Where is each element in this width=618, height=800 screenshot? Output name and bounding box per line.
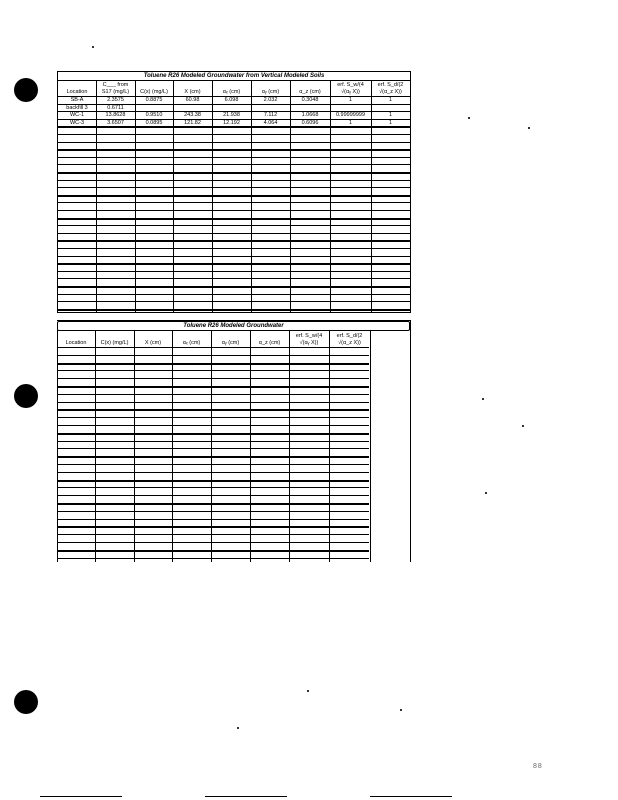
row-divider (57, 370, 369, 371)
table-cell: 121.82 (184, 119, 201, 126)
row-divider (57, 558, 369, 559)
table-cell: 2.032 (263, 97, 278, 103)
row-divider (57, 448, 369, 449)
column-header: C___ from (102, 82, 129, 88)
scan-speck (485, 492, 487, 494)
row-divider (58, 248, 410, 249)
table-cell: 60.98 (185, 97, 200, 103)
row-divider (58, 271, 410, 272)
table-cell: 21.938 (223, 112, 240, 119)
row-divider (57, 480, 369, 482)
table-toluene-vertical-soils (57, 71, 411, 313)
column-header: X (cm) (184, 89, 201, 95)
binder-hole-bottom (14, 690, 38, 714)
row-divider (57, 425, 369, 426)
table-cell: WC-1 (69, 112, 85, 119)
footer-line-right (370, 796, 452, 797)
column-header: Location (65, 340, 87, 346)
column-header: αₓ (cm) (222, 89, 241, 95)
row-divider (58, 172, 410, 174)
table-cell: 6.098 (224, 97, 239, 103)
scan-speck (528, 127, 530, 129)
column-header: erf. S_w/(4 (295, 333, 323, 339)
table-cell: 1 (348, 97, 353, 103)
row-divider (57, 433, 369, 435)
row-divider (57, 464, 369, 465)
row-divider (58, 294, 410, 295)
column-header: √(α_z X)) (379, 89, 402, 95)
table-cell: 1 (388, 112, 393, 119)
column-header: αₓ (cm) (182, 340, 201, 346)
column-header: C(x) (mg/L) (100, 340, 129, 346)
row-divider (57, 495, 369, 496)
row-divider (58, 126, 410, 128)
row-divider (58, 142, 410, 143)
binder-hole-top (14, 78, 38, 102)
table-cell: 243.38 (184, 112, 201, 119)
binder-hole-middle (14, 384, 38, 408)
table-cell: WC-3 (69, 119, 85, 126)
footer-line-left (40, 796, 122, 797)
table-cell: 0.8875 (145, 97, 163, 103)
row-divider (57, 417, 369, 418)
row-divider (57, 347, 369, 348)
table-cell: backfill 3 (66, 104, 88, 111)
row-divider (57, 456, 369, 458)
column-header: αᵧ (cm) (221, 340, 240, 346)
scan-speck (237, 727, 239, 729)
scan-speck (400, 709, 402, 711)
table-cell: 1 (388, 119, 393, 126)
table-cell: 1 (388, 97, 393, 103)
column-header: α_z (cm) (299, 89, 321, 95)
row-divider (58, 202, 410, 203)
table-cell: 0.6096 (301, 119, 319, 126)
table-cell: 1.0668 (301, 112, 319, 119)
row-divider (58, 187, 410, 188)
row-divider (57, 441, 369, 442)
row-divider (57, 542, 369, 543)
scan-speck (482, 398, 484, 400)
column-header: αᵧ (cm) (261, 89, 280, 95)
scan-speck (522, 425, 524, 427)
row-divider (58, 286, 410, 288)
row-divider (57, 363, 369, 365)
row-divider (57, 503, 369, 505)
row-divider (57, 519, 369, 520)
row-divider (57, 394, 369, 395)
table-1-title: Toluene R26 Modeled Groundwater from Vertical Modeled Soils (58, 72, 410, 81)
column-divider (370, 330, 371, 562)
table-cell: 3.6507 (107, 119, 124, 126)
row-divider (57, 487, 369, 488)
row-divider (58, 134, 410, 135)
column-header: X (cm) (144, 340, 162, 346)
row-divider (58, 263, 410, 265)
row-divider (58, 164, 410, 165)
footer-line-middle (205, 796, 287, 797)
page-mark: 88 (533, 763, 543, 770)
row-divider (57, 526, 369, 528)
table-cell: 0.6711 (107, 104, 124, 111)
column-header: √(αᵧ X)) (341, 89, 360, 95)
row-divider (57, 378, 369, 379)
row-divider (57, 402, 369, 403)
row-divider (58, 278, 410, 279)
row-divider (58, 218, 410, 220)
table-cell: 12.192 (223, 119, 240, 126)
table-cell: 0.3048 (301, 97, 319, 103)
row-divider (58, 195, 410, 197)
table-cell: 0.9510 (145, 112, 163, 119)
row-divider (58, 256, 410, 257)
table-cell: 2.3575 (107, 97, 124, 103)
row-divider (57, 409, 369, 411)
row-divider (58, 309, 410, 311)
row-divider (58, 240, 410, 242)
table-cell: 0.99999999 (335, 112, 366, 119)
column-header: erf. S_d/(2 (377, 82, 404, 88)
table-cell: 13.8628 (105, 112, 126, 119)
row-divider (57, 355, 369, 356)
table-toluene-groundwater (57, 320, 411, 562)
table-cell: 4.064 (263, 119, 278, 126)
table-2-title: Toluene R26 Modeled Groundwater (57, 321, 410, 331)
column-header: C(x) (mg/L) (140, 89, 168, 95)
column-header: S17 (mg/L) (101, 89, 130, 95)
table-cell: SB-A (70, 97, 84, 103)
row-divider (57, 511, 369, 512)
row-divider (58, 225, 410, 226)
scan-speck (92, 46, 94, 48)
column-header: erf. S_d/(2 (336, 333, 363, 339)
row-divider (58, 301, 410, 302)
column-header: √(αᵧ X)) (299, 340, 319, 346)
column-header: Location (66, 89, 88, 95)
row-divider (58, 149, 410, 151)
row-divider (57, 386, 369, 388)
row-divider (58, 233, 410, 234)
row-divider (58, 210, 410, 211)
column-header: √(α_z X)) (338, 340, 361, 346)
row-divider (58, 157, 410, 158)
table-cell: 0.0895 (145, 119, 163, 126)
column-header: α_z (cm) (258, 340, 281, 346)
row-divider (57, 550, 369, 552)
scan-speck (468, 117, 470, 119)
scan-speck (307, 690, 309, 692)
table-cell: 1 (348, 119, 353, 126)
row-divider (58, 180, 410, 181)
row-divider (57, 472, 369, 473)
column-header: erf. S_w/(4 (337, 82, 364, 88)
table-cell: 7.112 (263, 112, 278, 119)
row-divider (57, 534, 369, 535)
